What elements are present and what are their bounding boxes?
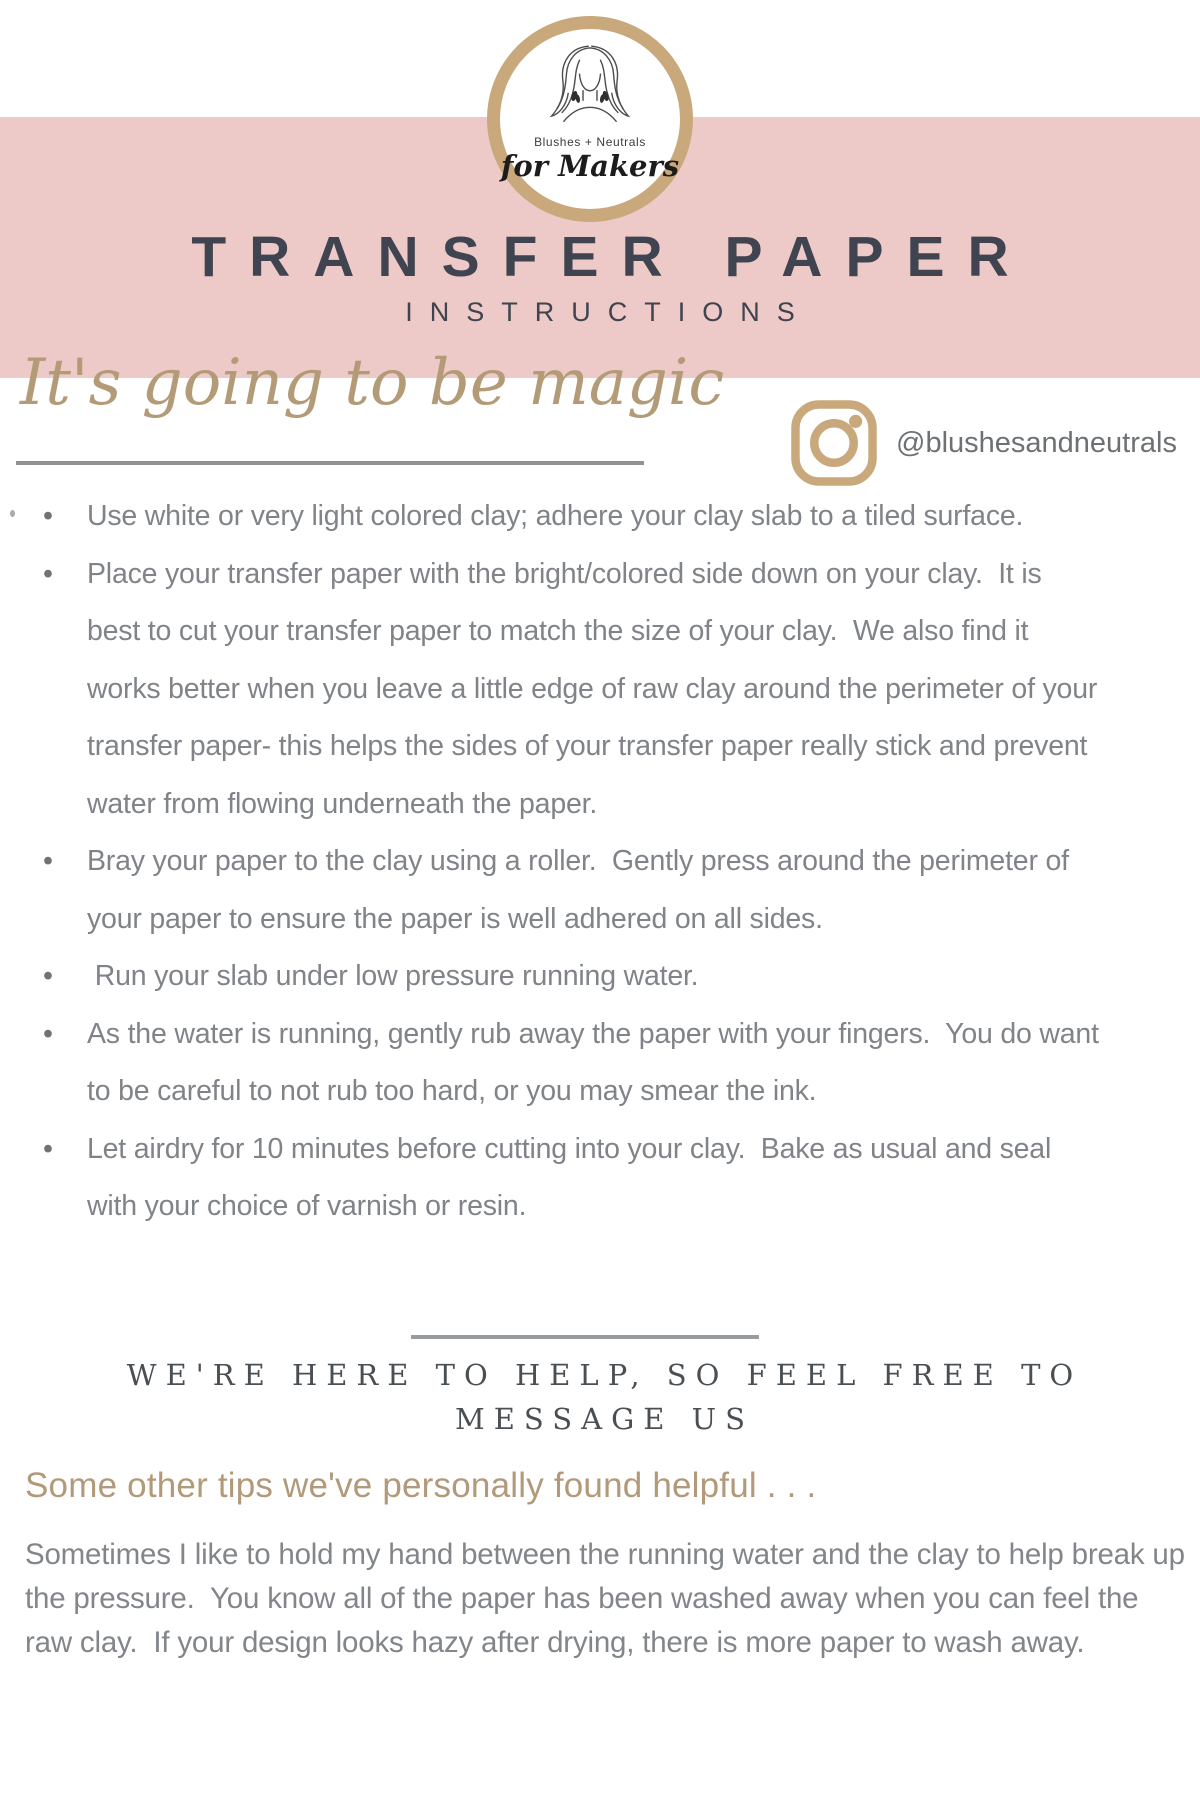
instagram-icon [787, 396, 881, 490]
list-item-text: Place your transfer paper with the bright/colored side down on your clay. It is best to cut your transfer paper to match the size of your clay. We also find it works better when you leave a little edge of raw clay around the perimeter of your transfer paper- this helps the sides of your transfer paper really stick and prevent water from flowing underneath the paper. [87, 557, 1105, 820]
list-item [40, 948, 1100, 1006]
instagram-handle: @blushesandneutrals [896, 426, 1177, 459]
tips-heading: Some other tips we've personally found helpful . . . [25, 1466, 817, 1505]
list-item-text: As the water is running, gently rub away the paper with your fingers. You do want to be careful to not rub too hard, or you may smear the ink. [87, 1017, 1107, 1107]
bullet-dot: • [43, 960, 53, 992]
instruction-list [40, 488, 1107, 1236]
tips-paragraph: Sometimes I like to hold my hand between the running water and the clay to help break up the pressure. You know all of the paper has been washed away when you can feel the raw clay. If your design looks hazy after drying, there is more paper to wash away. [25, 1538, 1193, 1659]
brand-logo [487, 16, 693, 222]
list-item [40, 1121, 1100, 1236]
list-item [40, 833, 1100, 948]
instagram-row [787, 396, 1177, 490]
list-item [40, 488, 1100, 546]
page-title: TRANSFER PAPER [191, 225, 1032, 289]
list-item-text: Run your slab under low pressure running water. [87, 960, 699, 992]
logo-brand-name: Blushes + Neutrals [534, 135, 646, 149]
tagline-underline [16, 461, 644, 465]
section-divider [411, 1335, 759, 1339]
list-item-text: Let airdry for 10 minutes before cutting into your clay. Bake as usual and seal with your choice of varnish or resin. [87, 1132, 1059, 1222]
list-item [40, 546, 1105, 834]
bullet-dot: • [43, 557, 53, 590]
bullet-dot: • [43, 845, 53, 877]
list-item [40, 1006, 1107, 1121]
bullet-dot: • [43, 1132, 53, 1165]
logo-tagline: for Makers [500, 149, 680, 183]
list-item-text: Use white or very light colored clay; adhere your clay slab to a tiled surface. [87, 500, 1024, 532]
bullet-dot: • [43, 1017, 53, 1050]
woman-portrait-icon [534, 41, 646, 137]
bullet-dot: • [43, 500, 53, 532]
script-tagline: It's going to be magic [20, 346, 725, 420]
help-heading-line1: WE'RE HERE TO HELP, SO FEEL FREE TO [126, 1358, 1083, 1392]
help-heading [0, 1353, 1200, 1441]
help-heading-line2: MESSAGE US [455, 1402, 754, 1436]
page-subtitle: INSTRUCTIONS [405, 297, 812, 327]
list-item-text: Bray your paper to the clay using a roller. Gently press around the perimeter of your paper to ensure the paper is well adhered on all sides. [87, 845, 1077, 935]
print-artifact-dot [10, 510, 15, 517]
